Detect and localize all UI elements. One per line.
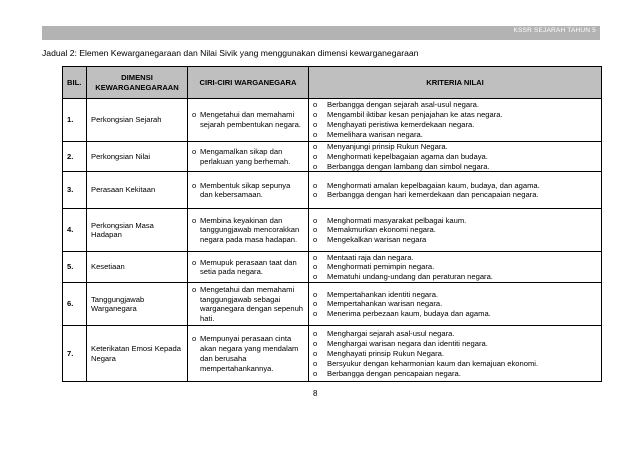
running-header-text: KSSR SEJARAH TAHUN 5: [513, 27, 596, 34]
criteria-item: [313, 290, 597, 300]
criteria-item: [313, 235, 597, 245]
criteria-text: Berbangga dengan lambang dan simbol negara.: [327, 161, 490, 171]
criteria-list: [313, 181, 597, 201]
criteria-text: Menghayati prinsip Rukun Negara.: [327, 348, 444, 358]
characteristic-text: Memupuk perasaan taat dan setia pada negara.: [200, 257, 297, 277]
criteria-text: Menerima perbezaan kaum, budaya dan agama.: [327, 309, 491, 319]
bullet-icon: o: [313, 235, 318, 245]
characteristic-text: Mengetahui dan memahami sejarah pembentukan negara.: [200, 110, 301, 129]
characteristic-cell: [188, 172, 309, 209]
criteria-item: [313, 329, 597, 339]
header-dimensi-line1: DIMENSI: [121, 72, 153, 82]
row-number: 1.: [63, 99, 87, 142]
bullet-icon: o: [313, 215, 318, 225]
bullet-icon: o: [313, 289, 318, 299]
bullet-icon: o: [313, 110, 318, 120]
criteria-item: [313, 162, 597, 172]
characteristic-cell: [188, 99, 309, 142]
criteria-text: Mempertahankan warisan negara.: [327, 299, 443, 309]
criteria-text: Menghargai sejarah asal-usul negara.: [327, 329, 455, 339]
criteria-text: Mentaati raja dan negara.: [327, 252, 414, 262]
characteristic-cell: [188, 326, 309, 382]
table-row: [63, 326, 602, 382]
characteristic-cell: [188, 142, 309, 172]
table-row: [63, 252, 602, 283]
row-number: 4.: [63, 209, 87, 252]
bullet-icon: o: [313, 368, 318, 378]
characteristic-text: Membina keyakinan dan tanggungjawab mencorakkan negara pada masa hadapan.: [200, 215, 300, 245]
characteristic-item: [192, 334, 304, 373]
criteria-text: Bersyukur dengan keharmonian kaum dan kemajuan ekonomi.: [327, 358, 539, 368]
criteria-item: [313, 262, 597, 272]
criteria-text: Menyanjungi prinsip Rukun Negara.: [327, 142, 448, 151]
criteria-list: [313, 216, 597, 245]
characteristic-text: Mengamalkan sikap dan perlakuan yang berhemah.: [200, 146, 291, 166]
criteria-item: [313, 100, 597, 110]
characteristic-item: [192, 285, 304, 324]
bullet-icon: o: [313, 272, 318, 282]
criteria-text: Mengambil iktibar kesan penjajahan ke atas negara.: [327, 110, 503, 120]
characteristic-cell: [188, 209, 309, 252]
criteria-cell: [309, 283, 602, 326]
row-number: 7.: [63, 326, 87, 382]
criteria-list: [313, 142, 597, 171]
bullet-icon: o: [313, 100, 318, 110]
criteria-cell: [309, 209, 602, 252]
characteristic-text: Mengetahui dan memahami tanggungjawab sebagai warganegara dengan sepenuh hati.: [200, 284, 304, 324]
criteria-item: [313, 369, 597, 379]
bullet-icon: o: [313, 348, 318, 358]
bullet-icon: o: [313, 190, 318, 200]
characteristic-item: [192, 147, 304, 167]
criteria-list: [313, 290, 597, 319]
bullet-icon: o: [313, 339, 318, 349]
table-caption: Jadual 2: Elemen Kewarganegaraan dan Nilai Sivik yang menggunakan dimensi kewarganegaraan: [42, 48, 419, 58]
characteristic-item: [192, 181, 304, 201]
criteria-item: [313, 309, 597, 319]
criteria-text: Mempertahankan identiti negara.: [327, 289, 439, 299]
bullet-icon: o: [313, 129, 318, 139]
criteria-item: [313, 110, 597, 120]
criteria-item: [313, 181, 597, 191]
criteria-list: [313, 329, 597, 378]
criteria-item: [313, 130, 597, 140]
criteria-text: Menghormati pemimpin negara.: [327, 262, 435, 272]
dimension-cell: Perkongsian Nilai: [87, 142, 188, 172]
header-dimensi-line2: KEWARGANEGARAAN: [95, 82, 179, 92]
criteria-item: [313, 359, 597, 369]
page-number: 8: [313, 389, 318, 398]
criteria-text: Memelihara warisan negara.: [327, 129, 423, 139]
criteria-item: [313, 299, 597, 309]
criteria-item: [313, 272, 597, 282]
row-number: 5.: [63, 252, 87, 283]
bullet-icon: o: [313, 120, 318, 129]
characteristic-cell: [188, 283, 309, 326]
bullet-icon: o: [192, 110, 197, 120]
bullet-icon: o: [192, 180, 197, 190]
table-row: [63, 99, 602, 142]
criteria-text: Menghormati kepelbagaian agama dan budaya.: [327, 151, 488, 161]
criteria-item: [313, 152, 597, 162]
bullet-icon: o: [313, 225, 318, 235]
criteria-text: Menghormati amalan kepelbagaian kaum, budaya, dan agama.: [327, 180, 540, 190]
criteria-cell: [309, 142, 602, 172]
bullet-icon: o: [192, 257, 197, 267]
header-ciri: CIRI-CIRI WARGANEGARA: [188, 67, 309, 99]
characteristic-item: [192, 110, 304, 130]
dimension-cell: Perasaan Kekitaan: [87, 172, 188, 209]
running-header-bar: [42, 26, 600, 40]
bullet-icon: o: [313, 262, 318, 272]
bullet-icon: o: [192, 146, 197, 156]
criteria-cell: [309, 99, 602, 142]
bullet-icon: o: [192, 284, 197, 294]
criteria-text: Menghayati peristiwa kemerdekaan negara.: [327, 120, 475, 129]
criteria-cell: [309, 172, 602, 209]
bullet-icon: o: [313, 358, 318, 368]
bullet-icon: o: [313, 161, 318, 171]
criteria-item: [313, 253, 597, 263]
header-kriteria: KRITERIA NILAI: [309, 67, 602, 99]
row-number: 3.: [63, 172, 87, 209]
bullet-icon: o: [313, 180, 318, 190]
criteria-item: [313, 142, 597, 152]
criteria-text: Menghormati masyarakat pelbagai kaum.: [327, 215, 467, 225]
characteristic-cell: [188, 252, 309, 283]
bullet-icon: o: [313, 299, 318, 309]
criteria-item: [313, 339, 597, 349]
bullet-icon: o: [313, 329, 318, 339]
table-header-row: [63, 67, 602, 99]
criteria-item: [313, 216, 597, 226]
criteria-text: Mematuhi undang-undang dan peraturan negara.: [327, 272, 493, 282]
characteristic-text: Membentuk sikap sepunya dan kebersamaan.: [200, 180, 291, 200]
dimension-cell: Kesetiaan: [87, 252, 188, 283]
bullet-icon: o: [192, 215, 197, 225]
criteria-item: [313, 349, 597, 359]
civic-elements-table: [62, 66, 602, 382]
row-number: 2.: [63, 142, 87, 172]
dimension-cell: Keterikatan Emosi Kepada Negara: [87, 326, 188, 382]
criteria-text: Berbangga dengan pencapaian negara.: [327, 368, 461, 378]
criteria-list: [313, 100, 597, 139]
criteria-item: [313, 190, 597, 200]
header-dimensi: [87, 67, 188, 99]
table-row: [63, 283, 602, 326]
bullet-icon: o: [313, 252, 318, 262]
dimension-cell: Perkongsian Masa Hadapan: [87, 209, 188, 252]
dimension-cell: Perkongsian Sejarah: [87, 99, 188, 142]
table-row: [63, 209, 602, 252]
criteria-text: Berbangga dengan sejarah asal-usul negara.: [327, 100, 479, 110]
table-row: [63, 142, 602, 172]
criteria-text: Mengekalkan warisan negara: [327, 235, 427, 245]
criteria-text: Memakmurkan ekonomi negara.: [327, 225, 436, 235]
characteristic-item: [192, 258, 304, 278]
table-body: [63, 99, 602, 382]
criteria-text: Menghargai warisan negara dan identiti negara.: [327, 339, 488, 349]
criteria-item: [313, 120, 597, 130]
criteria-cell: [309, 252, 602, 283]
bullet-icon: o: [192, 334, 197, 344]
characteristic-text: Mempunyai perasaan cinta akan negara yang mendalam dan berusaha mempertahankannya.: [200, 334, 299, 373]
bullet-icon: o: [313, 151, 318, 161]
header-bil: BIL.: [63, 67, 87, 99]
table-row: [63, 172, 602, 209]
criteria-list: [313, 253, 597, 282]
criteria-item: [313, 225, 597, 235]
criteria-text: Berbangga dengan hari kemerdekaan dan pencapaian negara.: [327, 190, 539, 200]
row-number: 6.: [63, 283, 87, 326]
characteristic-item: [192, 216, 304, 245]
dimension-cell: Tanggungjawab Warganegara: [87, 283, 188, 326]
criteria-cell: [309, 326, 602, 382]
bullet-icon: o: [313, 142, 318, 151]
bullet-icon: o: [313, 309, 318, 319]
